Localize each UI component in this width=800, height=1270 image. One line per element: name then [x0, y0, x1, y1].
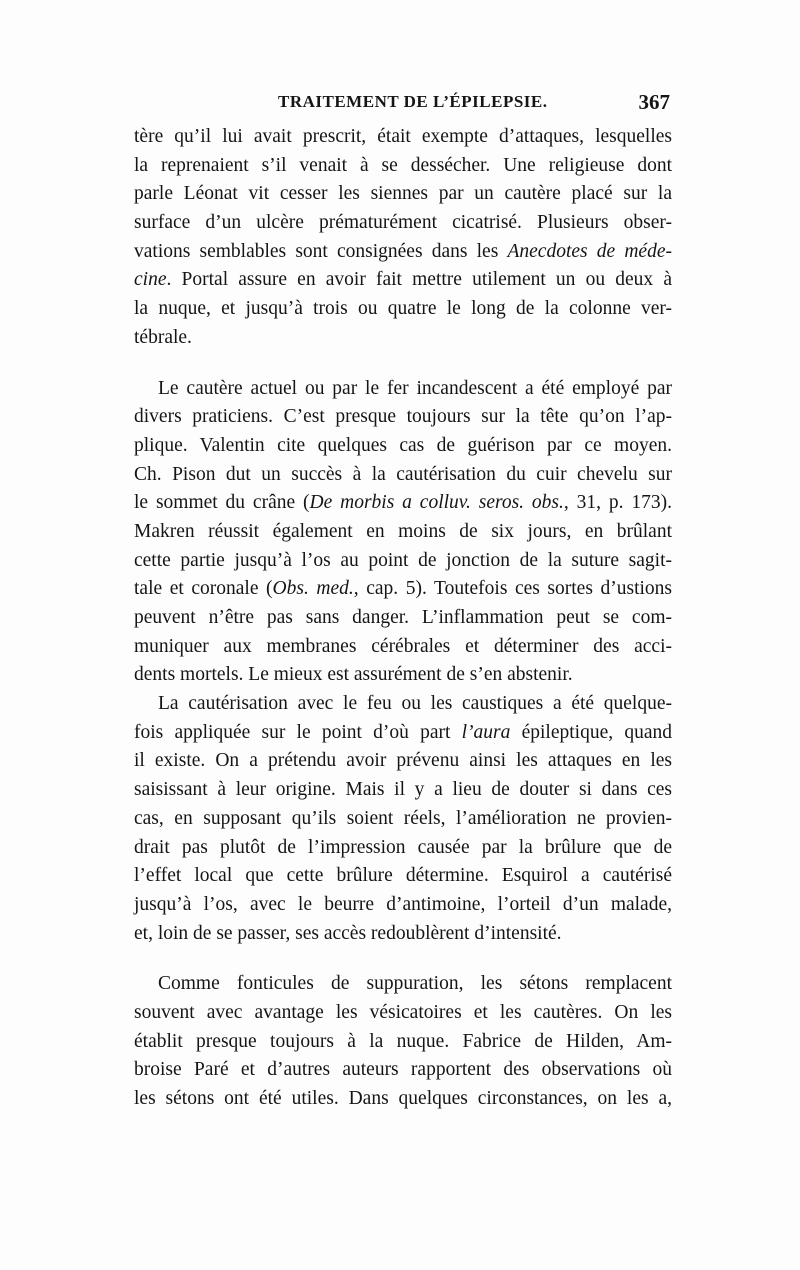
text-line: vations semblables sont consignées dans les Anecdotes de méde- [134, 240, 672, 262]
text-line: Ch. Pison dut un succès à la cautérisation du cuir chevelu sur [134, 463, 672, 485]
running-title: TRAITEMENT DE L’ÉPILEPSIE. [278, 92, 548, 111]
text-line: drait pas plutôt de l’impression causée par la brûlure que de [134, 836, 672, 858]
text-line: établit presque toujours à la nuque. Fabrice de Hilden, Am- [134, 1030, 672, 1052]
text-line: Le cautère actuel ou par le fer incandescent a été employé par [158, 377, 672, 399]
text-line: peuvent n’être pas sans danger. L’inflammation peut se com- [134, 607, 672, 628]
paragraph [134, 375, 672, 691]
italic-term: l’aura [461, 721, 511, 743]
italic-citation: De morbis a colluv. seros. obs. [309, 492, 564, 514]
text-line: divers praticiens. C’est presque toujours sur la tête qu’on l’ap- [134, 406, 672, 428]
text-line: parle Léonat vit cesser les siennes par un cautère placé sur la [134, 183, 672, 205]
text-line: la reprenaient s’il venait à se dessécher. Une religieuse dont [134, 154, 672, 176]
text-line: la nuque, et jusqu’à trois ou quatre le long de la colonne ver- [134, 298, 672, 320]
text-line: le sommet du crâne (De morbis a colluv. seros. obs., 31, p. 173). [134, 492, 672, 514]
paragraph [134, 690, 672, 948]
text-line: Makren réussit également en moins de six jours, en brûlant [134, 520, 672, 542]
text-line: cas, en supposant qu’ils soient réels, l’amélioration ne provien- [134, 807, 672, 829]
text-line: dents mortels. Le mieux est assurément de s’en abstenir. [134, 664, 573, 686]
text-line: muniquer aux membranes cérébrales et déterminer des acci- [134, 635, 672, 657]
text-line: cette partie jusqu’à l’os au point de jonction de la suture sagit- [134, 549, 672, 571]
text-line: cine. Portal assure en avoir fait mettre utilement un ou deux à [134, 269, 672, 291]
text-line: Comme fonticules de suppuration, les sétons remplacent [158, 973, 672, 995]
text-line: les sétons ont été utiles. Dans quelques circonstances, on les a, [134, 1088, 672, 1109]
text-line: l’effet local que cette brûlure détermine. Esquirol a cautérisé [134, 865, 672, 887]
text-line: jusqu’à l’os, avec le beurre d’antimoine, l’orteil d’un malade, [134, 893, 672, 915]
text-line: plique. Valentin cite quelques cas de guérison par ce moyen. [134, 434, 672, 456]
italic-citation: Anecdotes de méde- [507, 240, 672, 262]
text-line: fois appliquée sur le point d’où part l’aura épileptique, quand [134, 721, 672, 743]
text-line: tébrale. [134, 326, 192, 348]
italic-citation: Obs. med. [272, 578, 354, 600]
paragraph [134, 970, 672, 1113]
text-line: il existe. On a prétendu avoir prévenu ainsi les attaques en les [134, 750, 672, 772]
text-line: tère qu’il lui avait prescrit, était exempte d’attaques, lesquelles [134, 126, 672, 147]
text-line: tale et coronale (Obs. med., cap. 5). Toutefois ces sortes d’ustions [134, 578, 672, 600]
text-line: et, loin de se passer, ses accès redoublèrent d’intensité. [134, 922, 562, 944]
page-header [130, 92, 670, 118]
text-line: surface d’un ulcère prématurément cicatrisé. Plusieurs obser- [134, 212, 672, 234]
paragraph [134, 123, 672, 353]
body-text [134, 123, 672, 1114]
text-line: La cautérisation avec le feu ou les caustiques a été quelque- [158, 693, 672, 715]
page-number: 367 [638, 90, 670, 114]
text-line: souvent avec avantage les vésicatoires et les cautères. On les [134, 1001, 672, 1023]
italic-citation: cine [134, 269, 167, 291]
text-line: saisissant à leur origine. Mais il y a lieu de douter si dans ces [134, 779, 672, 801]
text-line: broise Paré et d’autres auteurs rapportent des observations où [134, 1059, 672, 1081]
